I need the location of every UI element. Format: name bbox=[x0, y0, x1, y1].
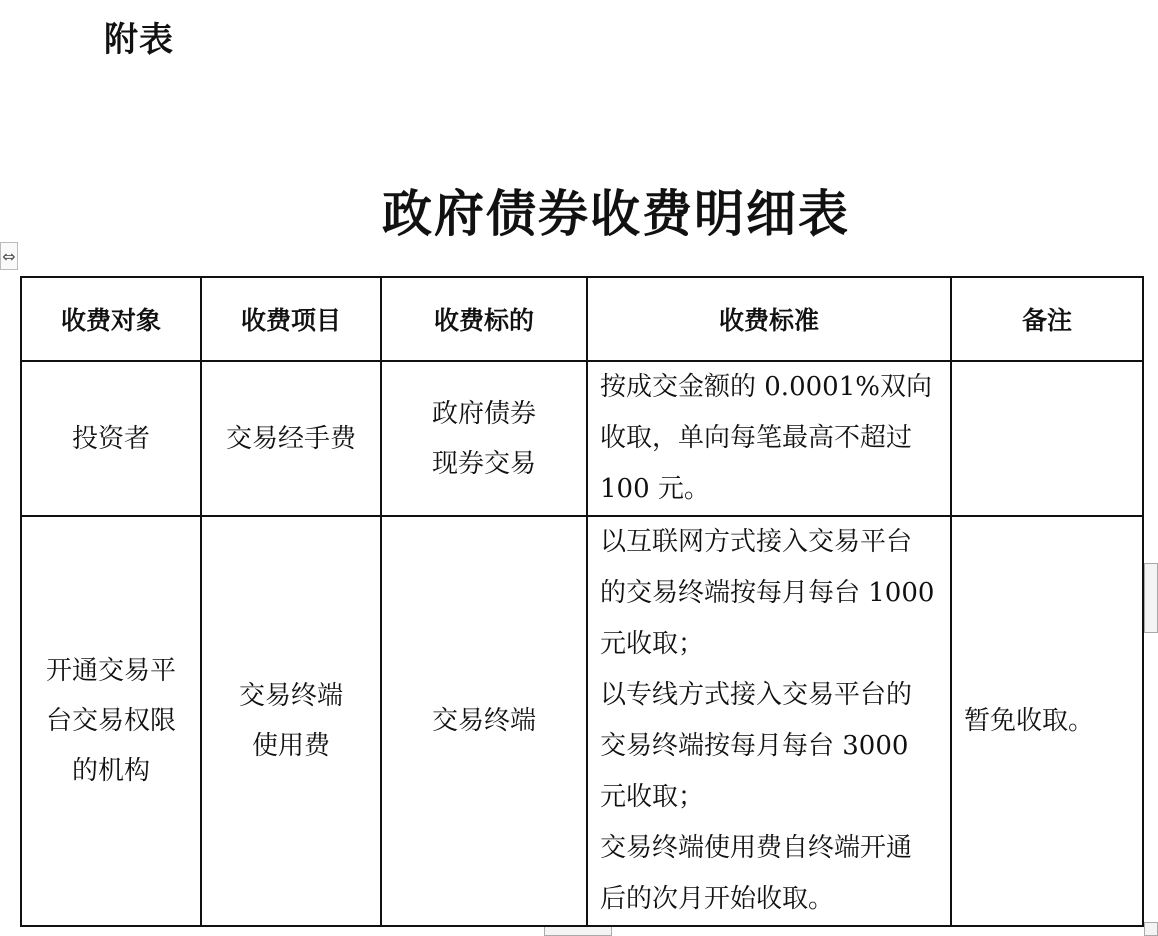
document-title: 政府债券收费明细表 bbox=[382, 184, 850, 243]
fee-table bbox=[20, 276, 1144, 927]
cell-text: 投资者 bbox=[71, 423, 150, 454]
table-resize-handle-bottom[interactable] bbox=[544, 926, 612, 936]
cell-standard bbox=[587, 361, 951, 516]
cell-text: 使用费 bbox=[251, 731, 330, 761]
cell-text: 以互联网方式接入交易平台 bbox=[600, 527, 913, 557]
cell-remark: 暂免收取。 bbox=[951, 516, 1143, 926]
cell-text: 台交易权限 bbox=[45, 706, 176, 736]
header-standard: 收费标准 bbox=[587, 277, 951, 361]
cell-text: 后的次月开始收取。 bbox=[600, 884, 835, 914]
header-payer: 收费对象 bbox=[21, 277, 201, 361]
cell-text: 的机构 bbox=[71, 756, 150, 786]
cell-subject bbox=[381, 361, 587, 516]
header-subject: 收费标的 bbox=[381, 277, 587, 361]
header-remark: 备注 bbox=[951, 277, 1143, 361]
attachment-label: 附表 bbox=[104, 20, 174, 60]
cell-text: 交易经手费 bbox=[225, 423, 356, 454]
table-row bbox=[21, 361, 1143, 516]
cell-payer bbox=[21, 361, 201, 516]
cell-text: 按成交金额的 0.0001%双向 bbox=[600, 372, 932, 402]
cell-item bbox=[201, 361, 381, 516]
cell-text: 元收取； bbox=[600, 629, 705, 659]
cell-text: 现券交易 bbox=[431, 448, 536, 479]
cell-payer bbox=[21, 516, 201, 926]
header-item: 收费项目 bbox=[201, 277, 381, 361]
cell-text: 政府债券 bbox=[431, 398, 536, 429]
cell-text: 100 元。 bbox=[600, 474, 710, 504]
cell-text: 开通交易平 bbox=[45, 656, 176, 686]
table-resize-handle-right[interactable] bbox=[1144, 563, 1158, 633]
cell-text: 以专线方式接入交易平台的 bbox=[600, 680, 913, 710]
cell-standard bbox=[587, 516, 951, 926]
cell-remark bbox=[951, 361, 1143, 516]
move-arrows-icon[interactable]: ⇔ bbox=[0, 242, 18, 270]
cell-text: 交易终端 bbox=[238, 681, 343, 711]
table-row bbox=[21, 516, 1143, 926]
cell-text: 交易终端使用费自终端开通 bbox=[600, 833, 913, 863]
table-header-row bbox=[21, 277, 1143, 361]
cell-text: 收取，单向每笔最高不超过 bbox=[600, 423, 913, 453]
cell-text: 的交易终端按每月每台 1000 bbox=[600, 578, 935, 608]
cell-text: 交易终端 bbox=[431, 706, 536, 736]
cell-item bbox=[201, 516, 381, 926]
cell-text: 交易终端按每月每台 3000 bbox=[600, 731, 909, 761]
cell-subject bbox=[381, 516, 587, 926]
cell-text: 元收取； bbox=[600, 782, 705, 812]
